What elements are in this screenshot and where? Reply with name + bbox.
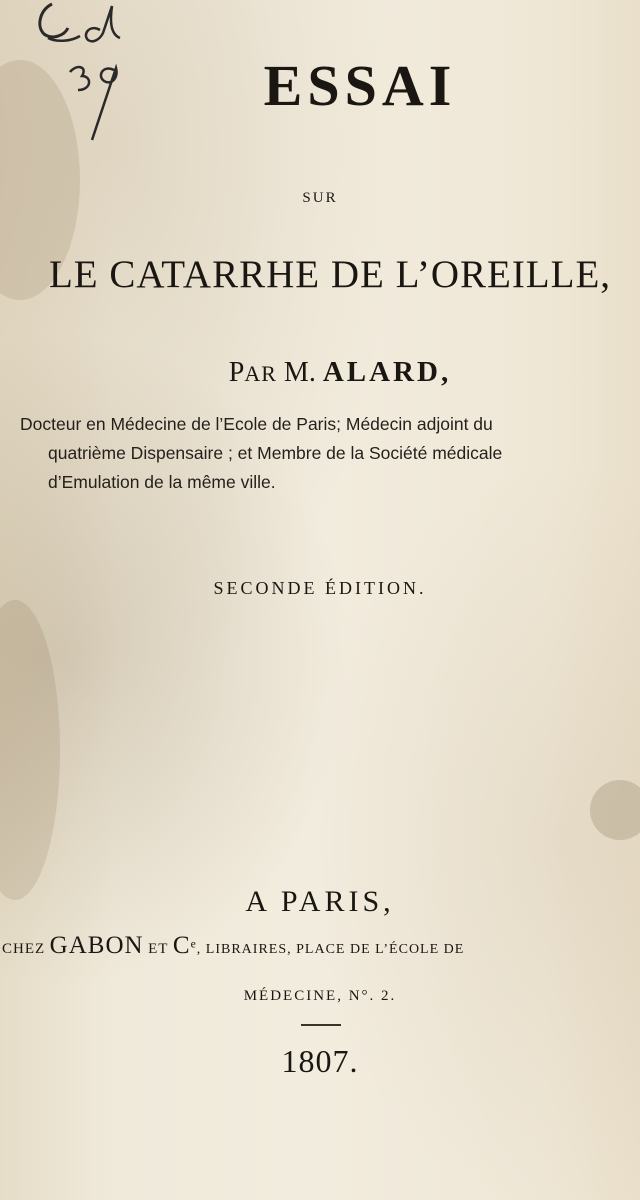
publisher-address: , LIBRAIRES, PLACE DE L’ÉCOLE DE (196, 942, 465, 957)
publisher-name: GABON (49, 932, 144, 959)
publisher-company: C (172, 932, 191, 959)
publisher-chez: CHEZ (2, 941, 46, 957)
credentials-line: d’Emulation de la même ville. (48, 472, 276, 492)
book-subject: LE CATARRHE DE L’OREILLE, (48, 253, 612, 296)
publisher-et: ET (148, 941, 169, 957)
author-initial: M. (283, 357, 316, 388)
author-name: ALARD, (322, 356, 452, 388)
credentials-line: Docteur en Médecine de l’Ecole de Paris; Médecin adjoint du (20, 414, 493, 434)
author-prefix-ar: AR (244, 361, 277, 386)
author-line (40, 356, 640, 389)
publication-year: 1807. (281, 1043, 359, 1079)
author-prefix-p: P (228, 357, 245, 388)
title-connector: SUR (302, 190, 338, 206)
publisher-company-sup: e (190, 937, 197, 951)
divider-rule (301, 1024, 341, 1026)
edition-statement: SECONDE ÉDITION. (213, 578, 427, 598)
imprint-city: A PARIS, (245, 885, 395, 918)
imprint-address-line2: MÉDECINE, N°. 2. (243, 988, 397, 1004)
credentials-line: quatrième Dispensaire ; et Membre de la Société médicale (48, 443, 503, 463)
book-title: ESSAI (263, 53, 457, 118)
paper-stain (590, 780, 640, 840)
imprint-publisher (2, 932, 640, 960)
paper-stain (0, 600, 60, 900)
author-credentials (20, 410, 640, 497)
